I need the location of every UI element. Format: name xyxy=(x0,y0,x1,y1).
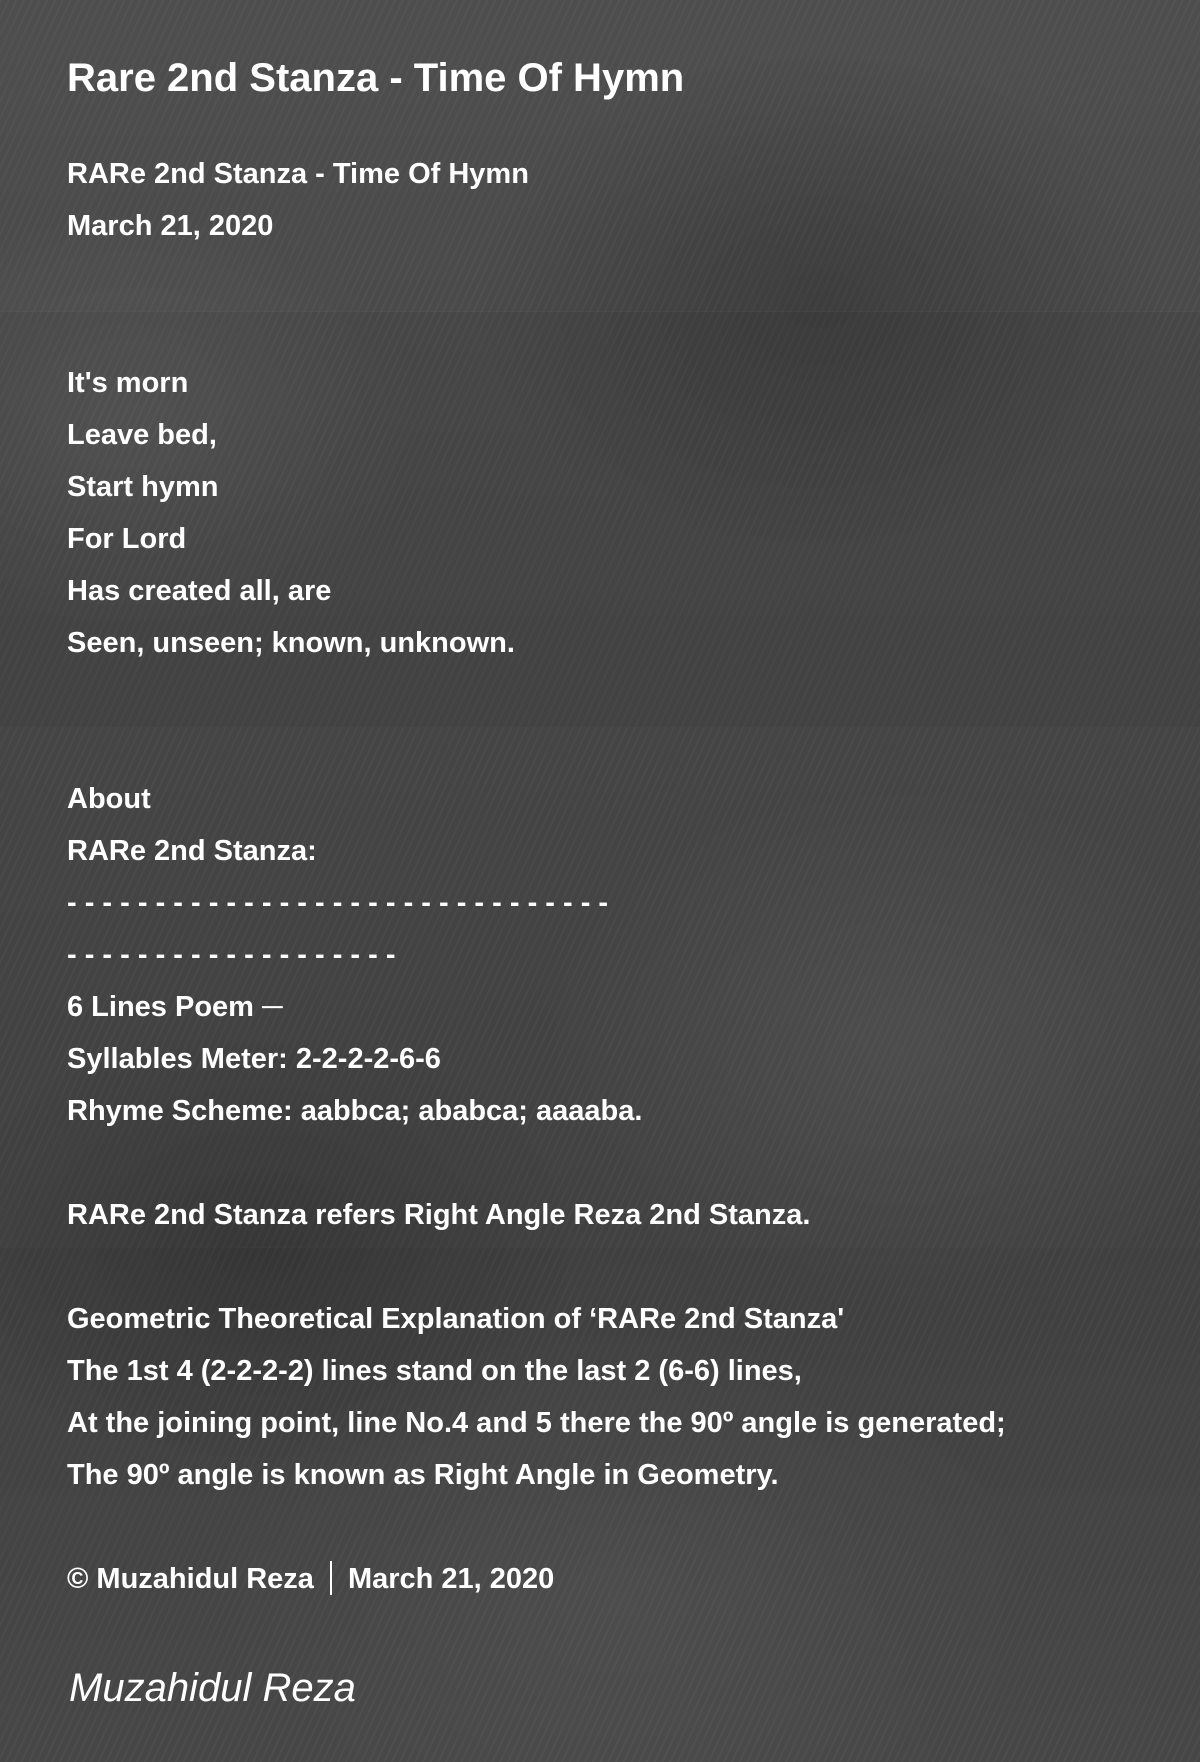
about-form: 6 Lines Poem ─ xyxy=(67,991,283,1023)
separator-bar xyxy=(330,1561,332,1595)
geometric-explanation xyxy=(67,1293,1006,1605)
about-refers: RARe 2nd Stanza refers Right Angle Reza 2nd Stanza. xyxy=(67,1199,811,1231)
about-section xyxy=(67,773,810,1241)
copyright-owner: © Muzahidul Reza xyxy=(67,1563,314,1595)
poem-body xyxy=(67,357,515,669)
poem-line: For Lord xyxy=(67,523,187,555)
poem-line: Has created all, are xyxy=(67,575,332,607)
author-name: Muzahidul Reza xyxy=(69,1666,356,1710)
poem-title: Rare 2nd Stanza - Time Of Hymn xyxy=(67,56,685,100)
poem-header-title: RARe 2nd Stanza - Time Of Hymn xyxy=(67,158,529,190)
dash-divider: - - - - - - - - - - - - - - - - - - - xyxy=(67,939,396,971)
about-meter: Syllables Meter: 2-2-2-2-6-6 xyxy=(67,1043,441,1075)
poem-line: It's morn xyxy=(67,367,189,399)
poem-line: Start hymn xyxy=(67,471,219,503)
geometric-line: At the joining point, line No.4 and 5 there the 90º angle is generated; xyxy=(67,1407,1006,1439)
geometric-line: The 90º angle is known as Right Angle in Geometry. xyxy=(67,1459,779,1491)
poem-header-block xyxy=(67,148,529,252)
blank-line xyxy=(67,1501,1006,1553)
copyright-line xyxy=(67,1553,1006,1605)
blank-line xyxy=(67,1137,810,1189)
dash-divider: - - - - - - - - - - - - - - - - - - - - - - - - - - - - - - - xyxy=(67,887,609,919)
about-rhyme: Rhyme Scheme: aabbca; ababca; aaaaba. xyxy=(67,1095,643,1127)
poem-line: Leave bed, xyxy=(67,419,217,451)
poem-header-date: March 21, 2020 xyxy=(67,210,274,242)
about-heading: About xyxy=(67,783,151,815)
about-subheading: RARe 2nd Stanza: xyxy=(67,835,317,867)
geometric-line: The 1st 4 (2-2-2-2) lines stand on the last 2 (6-6) lines, xyxy=(67,1355,802,1387)
poem-line: Seen, unseen; known, unknown. xyxy=(67,627,515,659)
copyright-date: March 21, 2020 xyxy=(347,1563,555,1595)
geometric-heading: Geometric Theoretical Explanation of ‘RARe 2nd Stanza' xyxy=(67,1303,845,1335)
